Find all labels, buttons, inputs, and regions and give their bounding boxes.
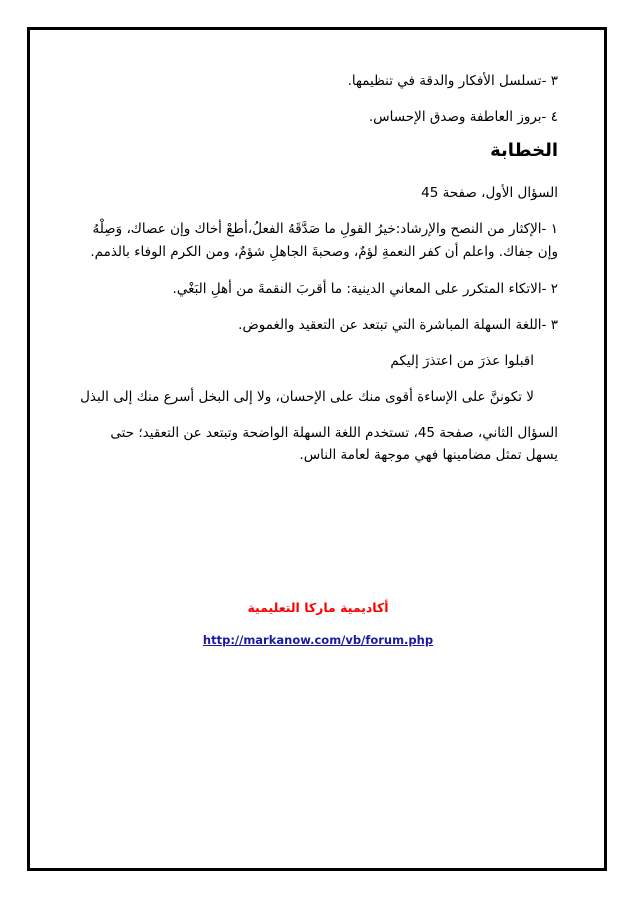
section-heading: الخطابة xyxy=(490,140,558,161)
example-text: لا تكوننَّ على الإساءة أقوى منك على الإحسان، ولا إلى البخل أسرع منك إلى البذل xyxy=(80,389,534,405)
list-item: ١ -الإكثار من النصح والإرشاد:خيرُ القولِ ما صَدَّقَهُ الفعلُ،أطعْ أخاك وإن عصاك، وَصِلْهُ وإن جفاك. واعلم أن كفر النعمةِ لؤمٌ، وصحبةَ الجاهلِ شؤمٌ، ومن الكرم الوفاء بالذمم. xyxy=(90,221,558,260)
example-text: اقبلوا عذرَ من اعتذرَ إليكم xyxy=(390,353,534,369)
list-item: ٢ -الاتكاء المتكرر على المعاني الدينية: ما أقربَ النقمةَ من أهلِ البَغْي. xyxy=(172,281,558,297)
list-item: ٣ -اللغة السهلة المباشرة التي تبتعد عن التعقيد والغموض. xyxy=(238,317,558,333)
question-answer: السؤال الثاني، صفحة 45، تستخدم اللغة السهلة الواضحة وتبتعد عن التعقيد؛ حتى يسهل تمثل مضامينها فهي موجهة لعامة الناس. xyxy=(110,425,558,463)
academy-name: أكاديمية ماركا التعليمية xyxy=(247,600,389,615)
forum-link[interactable]: http://markanow.com/vb/forum.php xyxy=(202,633,434,647)
list-item: ٤ -بروز العاطفة وصدق الإحساس. xyxy=(368,109,558,125)
list-item: ٣ -تسلسل الأفكار والدقة في تنظيمها. xyxy=(347,73,558,89)
document-body xyxy=(80,70,558,466)
question-title: السؤال الأول، صفحة 45 xyxy=(421,185,558,201)
